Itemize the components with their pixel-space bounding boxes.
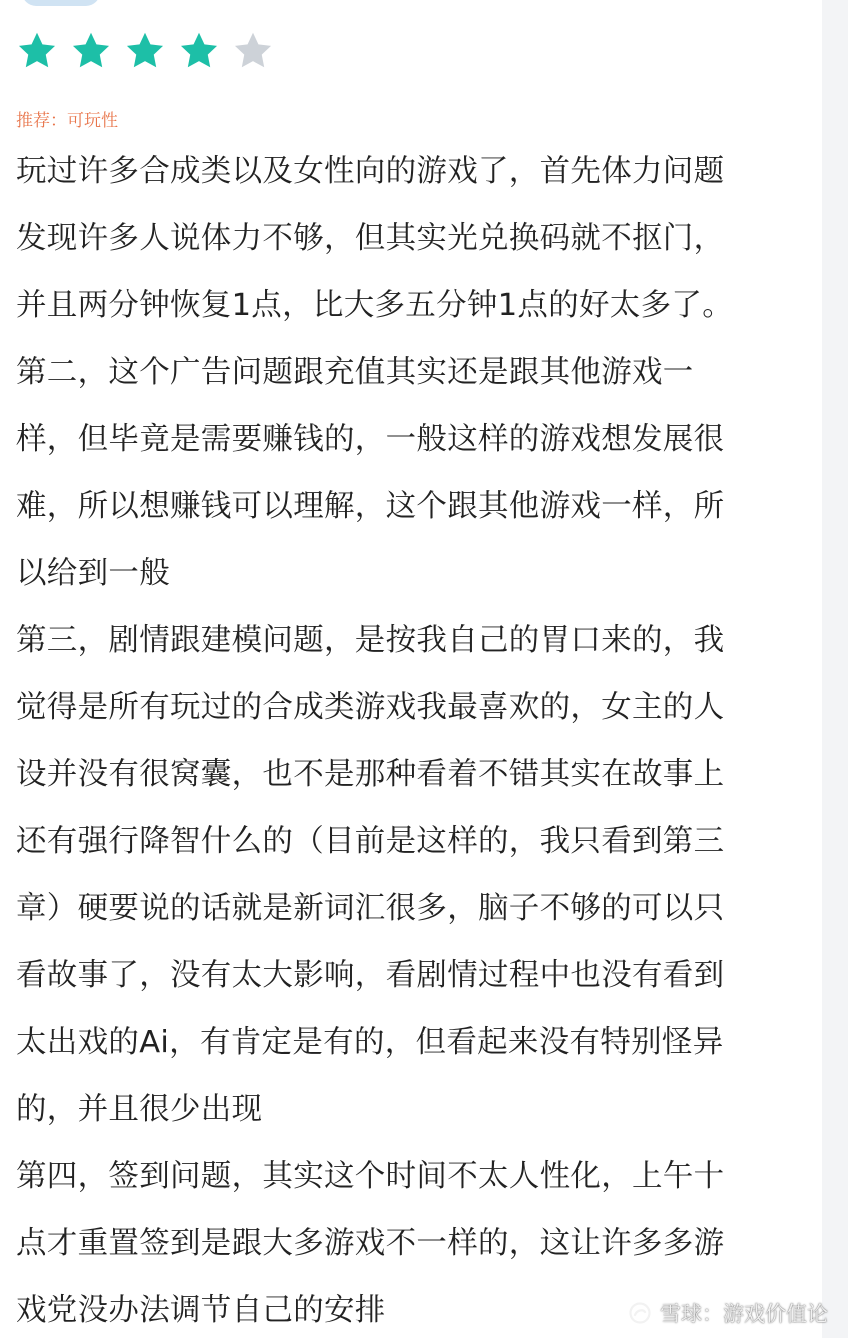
watermark-text: 雪球：游戏价值论 xyxy=(660,1302,828,1326)
review-line: 还有强行降智什么的（目前是这样的，我只看到第三 xyxy=(16,824,725,859)
review-line: 发现许多人说体力不够，但其实光兑换码就不抠门， xyxy=(16,221,725,256)
review-line: 设并没有很窝囊，也不是那种看着不错其实在故事上 xyxy=(16,757,725,792)
review-line: 第三，剧情跟建模问题，是按我自己的胃口来的，我 xyxy=(16,623,725,658)
review-line: 以给到一般 xyxy=(16,556,170,591)
star-icon xyxy=(124,30,166,72)
review-line: 的，并且很少出现 xyxy=(16,1092,263,1127)
star-icon xyxy=(16,30,58,72)
review-line: 并且两分钟恢复1点，比大多五分钟1点的好太多了。 xyxy=(16,288,734,323)
star-icon xyxy=(70,30,112,72)
review-line: 太出戏的Ai，有肯定是有的，但看起来没有特别怪异 xyxy=(16,1025,724,1060)
recommend-tag: 推荐：可玩性 xyxy=(16,111,118,131)
review-line: 样，但毕竟是需要赚钱的，一般这样的游戏想发展很 xyxy=(16,422,725,457)
review-line: 难，所以想赚钱可以理解，这个跟其他游戏一样，所 xyxy=(16,489,725,524)
avatar xyxy=(22,0,100,6)
review-line: 第四，签到问题，其实这个时间不太人性化，上午十 xyxy=(16,1159,725,1194)
star-icon xyxy=(232,30,274,72)
review-text xyxy=(16,138,796,1338)
review-line: 第二，这个广告问题跟充值其实还是跟其他游戏一 xyxy=(16,355,694,390)
snowball-logo-icon xyxy=(628,1301,652,1325)
review-line: 戏党没办法调节自己的安排 xyxy=(16,1293,386,1328)
star-icon xyxy=(178,30,220,72)
review-line: 章）硬要说的话就是新词汇很多，脑子不够的可以只 xyxy=(16,891,725,926)
review-line: 看故事了，没有太大影响，看剧情过程中也没有看到 xyxy=(16,958,725,993)
review-line: 玩过许多合成类以及女性向的游戏了，首先体力问题 xyxy=(16,154,725,189)
scroll-gutter xyxy=(822,0,848,1338)
review-line: 觉得是所有玩过的合成类游戏我最喜欢的，女主的人 xyxy=(16,690,725,725)
star-rating xyxy=(16,30,274,72)
review-line: 点才重置签到是跟大多游戏不一样的，这让许多多游 xyxy=(16,1226,725,1261)
watermark xyxy=(628,1298,828,1328)
